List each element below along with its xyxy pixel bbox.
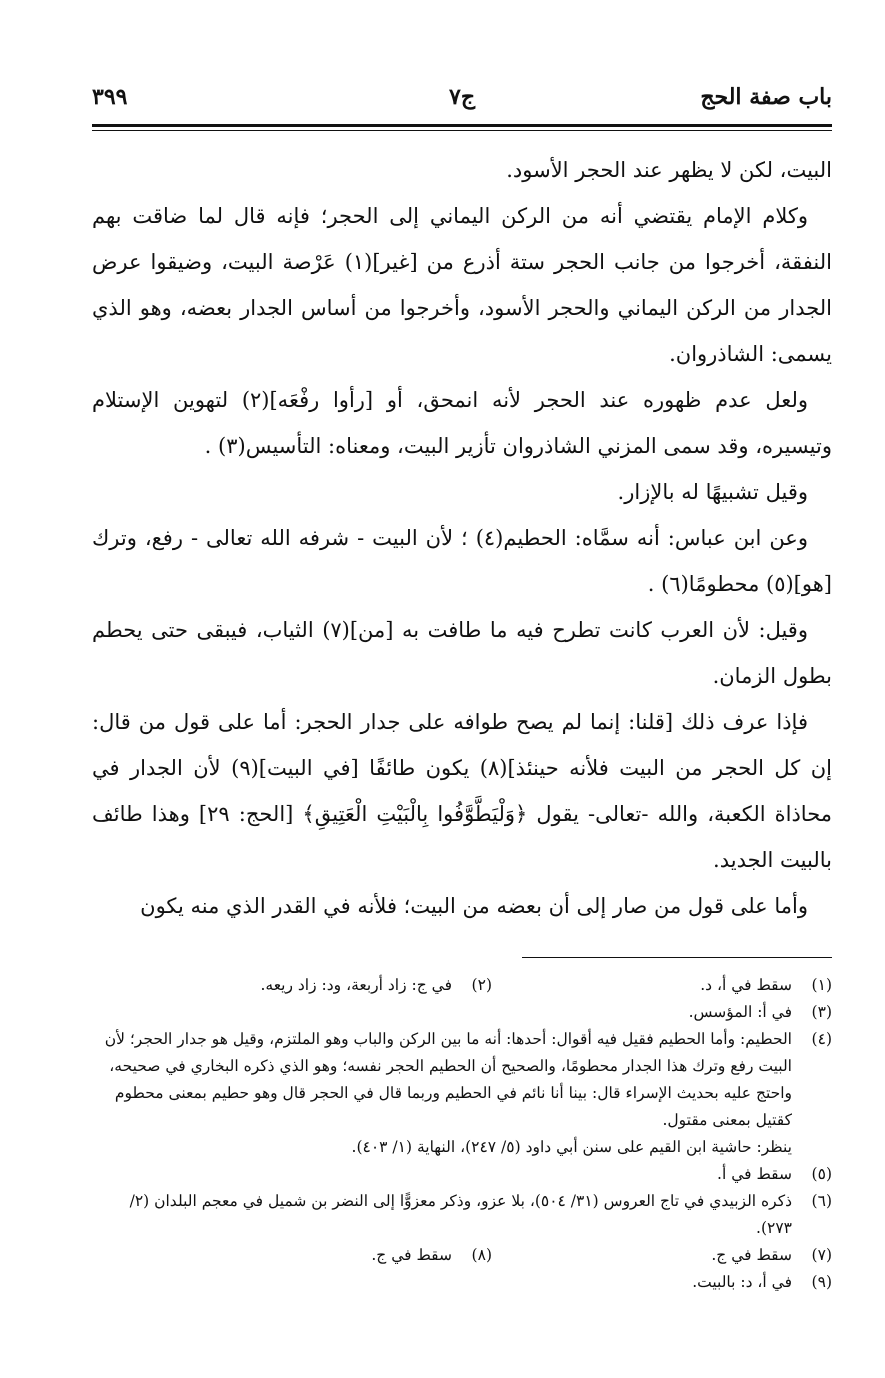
footnote-number: (٤): [811, 1030, 832, 1048]
footnote-6: [92, 1188, 832, 1242]
header-rule-thin: [92, 130, 832, 131]
footnote-5: [92, 1161, 832, 1188]
footnote-text: سقط في ج.: [371, 1246, 452, 1264]
chapter-title: باب صفة الحج: [700, 84, 832, 110]
footnotes: [92, 972, 832, 1296]
footnote-number: (٩): [811, 1273, 832, 1291]
footnote-text: في أ: المؤسس.: [688, 1003, 792, 1021]
footnote-number: (٥): [811, 1165, 832, 1183]
paragraph-3: ولعل عدم ظهوره عند الحجر لأنه انمحق، أو [رأوا رفْعَه](٢) لتهوين الإستلام وتيسيره، وقد سمى المزني الشاذروان تأزير البيت، ومعناه: التأسيس(٣) .: [92, 388, 832, 458]
book-page: [92, 84, 832, 1296]
footnote-text: سقط في ج.: [711, 1246, 792, 1264]
footnote-text: في أ، د: بالبيت.: [692, 1273, 792, 1291]
paragraph-6: وقيل: لأن العرب كانت تطرح فيه ما طافت به [من](٧) الثياب، فيبقى حتى يحطم بطول الزمان.: [92, 618, 832, 688]
footnote-4: [92, 1026, 832, 1134]
paragraph-7: فإذا عرف ذلك [قلنا: إنما لم يصح طوافه على جدار الحجر: أما على قول من قال: إن كل الحجر من البيت فلأنه حينئذ](٨) يكون طائفًا [في البيت](٩) لأن الجدار في محاذاة الكعبة، والله -تعالى- يقول ﴿وَلْيَطَّوَّفُوا بِالْبَيْتِ الْعَتِيقِ﴾ [الحج: ٢٩] وهذا طائف بالبيت الجديد.: [92, 710, 833, 872]
footnote-row: [92, 972, 832, 999]
footnote-8: [152, 1242, 492, 1269]
main-text: [92, 147, 832, 929]
footnote-7: [492, 1242, 832, 1269]
page-number: ٣٩٩: [92, 84, 128, 110]
footnote-number: (٨): [471, 1246, 492, 1264]
footnote-text: في ج: زاد أربعة، ود: زاد ريعه.: [260, 976, 452, 994]
footnote-9: [92, 1269, 832, 1296]
volume-label: ج٧: [448, 84, 476, 110]
footnote-number: (٧): [811, 1246, 832, 1264]
footnote-text: سقط في أ.: [717, 1165, 792, 1183]
footnote-text: ذكره الزبيدي في تاج العروس (٣١/ ٥٠٤)، بلا عزو، وذكر معزوًّا إلى النضر بن شميل في معجم البلدان (٢/ ٢٧٣).: [129, 1192, 792, 1237]
paragraph-8: وأما على قول من صار إلى أن بعضه من البيت؛ فلأنه في القدر الذي منه يكون: [140, 894, 808, 918]
footnote-2: [152, 972, 492, 999]
running-header: [92, 84, 832, 116]
footnote-number: (٢): [471, 976, 492, 994]
footnote-1: [492, 972, 832, 999]
footnote-4-reference: ينظر: حاشية ابن القيم على سنن أبي داود (٥/ ٢٤٧)، النهاية (١/ ٤٠٣).: [351, 1138, 792, 1156]
paragraph-1: البيت، لكن لا يظهر عند الحجر الأسود.: [506, 158, 832, 182]
paragraph-4: وقيل تشبيهًا له بالإزار.: [617, 480, 808, 504]
header-rule-thick: [92, 124, 832, 127]
footnote-number: (١): [811, 976, 832, 994]
footnote-row: [92, 1242, 832, 1269]
footnote-text: سقط في أ، د.: [700, 976, 792, 994]
footnote-3: [92, 999, 832, 1026]
paragraph-2: وكلام الإمام يقتضي أنه من الركن اليماني إلى الحجر؛ فإنه قال لما ضاقت بهم النفقة، أخرجوا من جانب الحجر ستة أذرع من [غير](١) عَرْصة البيت، وضيقوا عرض الجدار من الركن اليماني والحجر الأسود، وأخرجوا من أساس الجدار بعضه، وهو الذي يسمى: الشاذروان.: [92, 204, 832, 366]
footnote-text: الحطيم: وأما الحطيم فقيل فيه أقوال: أحدها: أنه ما بين الركن والباب وهو الملتزم، وقيل هو جدار الحجر؛ لأن البيت رفع وترك هذا الجدار محطومًا، والصحيح أن الحطيم الحجر نفسه؛ وهو الذي ذكره البخاري في صحيحه، واحتج عليه بحديث الإسراء قال: بينا أنا نائم في الحطيم وربما قال في الحجر قال وهو حطيم بمعنى محطوم كقتيل بمعنى مقتول.: [104, 1030, 792, 1129]
footnote-number: (٣): [811, 1003, 832, 1021]
footnote-number: (٦): [811, 1192, 832, 1210]
footnote-separator: [522, 957, 832, 958]
paragraph-5: وعن ابن عباس: أنه سمَّاه: الحطيم(٤) ؛ لأن البيت - شرفه الله تعالى - رفع، وترك [هو](٥) محطومًا(٦) .: [92, 526, 832, 596]
